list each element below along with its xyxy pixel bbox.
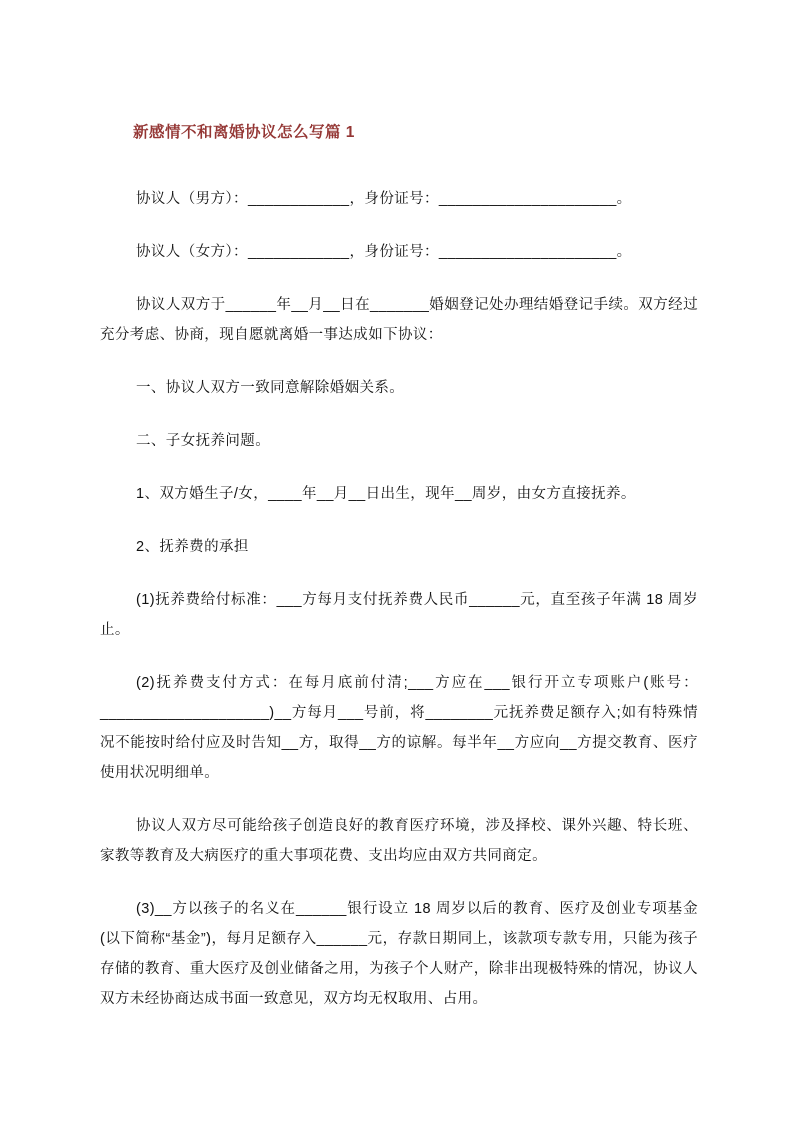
- paragraph: 2、抚养费的承担: [136, 539, 249, 555]
- paragraph: 二、子女抚养问题。: [136, 433, 271, 449]
- paragraph: (1)抚养费给付标准：___方每月支付抚养费人民币______元，直至孩子年满 18 周岁止。: [100, 592, 698, 638]
- paragraph: 协议人双方于______年__月__日在_______婚姻登记处办理结婚登记手续。双方经过充分考虑、协商，现自愿就离婚一事达成如下协议：: [100, 297, 698, 343]
- paragraph: 协议人双方尽可能给孩子创造良好的教育医疗环境，涉及择校、课外兴趣、特长班、家教等教育及大病医疗的重大事项花费、支出均应由双方共同商定。: [100, 818, 698, 864]
- document-title: 新感情不和离婚协议怎么写篇 1: [133, 124, 355, 141]
- paragraph: (3)__方以孩子的名义在______银行设立 18 周岁以后的教育、医疗及创业专项基金(以下简称“基金”)，每月足额存入______元，存款日期同上，该款项专款专用，只能为孩子存储的教育、重大医疗及创业储备之用，为孩子个人财产，除非出现极特殊的情况，协议人双方未经协商达成书面一致意见，双方均无权取用、占用。: [100, 901, 698, 1007]
- paragraph: 协议人（男方）：____________，身份证号：_____________________。: [136, 191, 632, 207]
- paragraph: (2)抚养费支付方式：在每月底前付清;___方应在___银行开立专项账户(账号：____________________)__方每月___号前，将________元抚养费足额存入;如有特殊情况不能按时给付应及时告知__方，取得__方的谅解。每半年__方应向__方提交教育、医疗使用状况明细单。: [100, 675, 698, 781]
- paragraph: 协议人（女方）：____________，身份证号：_____________________。: [136, 244, 632, 260]
- paragraph: 一、协议人双方一致同意解除婚姻关系。: [136, 380, 405, 396]
- document-body: [100, 184, 698, 1014]
- paragraph: 1、双方婚生子/女，____年__月__日出生，现年__周岁，由女方直接抚养。: [136, 486, 636, 502]
